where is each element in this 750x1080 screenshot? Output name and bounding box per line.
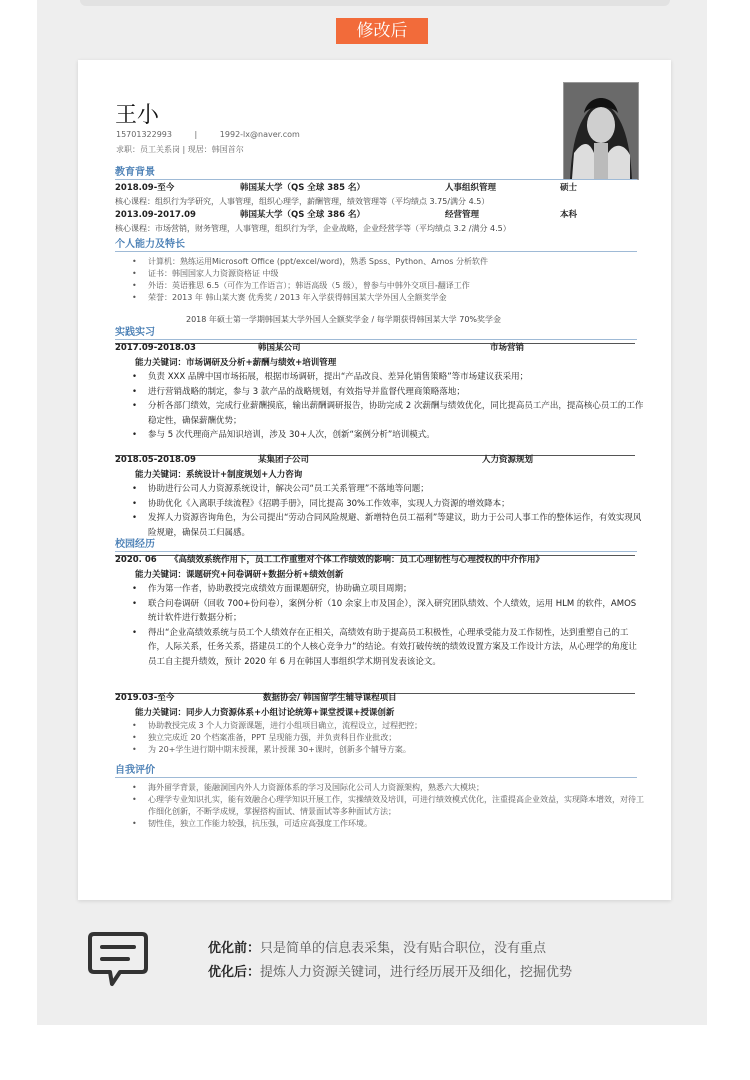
list-item: • 海外留学背景，能融洞国内外人力资源体系的学习及国际化公司人力资源架构，熟悉六大模块；	[130, 782, 645, 794]
after-note	[208, 961, 572, 980]
campus-row: 2020. 06 《高绩效系统作用下，员工工作重塑对个体工作绩效的影响：员工心理韧性与心理授权的中介作用》	[115, 555, 635, 556]
self-eval-list	[130, 782, 645, 830]
education-courses: 核心课程：市场营销，财务管理，人事管理，组织行为学，企业战略，企业经营学等（平均绩点 3.2 /满分 4.5）	[115, 224, 511, 233]
campus-bullets	[130, 582, 645, 669]
section-self-eval: 自我评价	[115, 764, 637, 778]
resume-page: 王小 15701322993 | 1992-lx@naver.com 求职：员工关系岗 | 现居：韩国首尔 教育背景 2018.09-至今 韩国某大学（QS 全球 385 名） 人事组织管理 硕士 核心课程：组织行为学研究，人事管理，组织心理学，薪酬管理，绩效管理等（平均绩点 3.75/满分 4.5） 2013.09-2017.09 韩国某大学（QS 全球 386 名） 经营管理 本科 核心课程：市场营销，财务管理，人事管理，组织行为学，企业战略，企业经营学等（平均绩点 3.2 /满分 4.5） 个人能力及特长 • 计算机：熟练运用Microsoft Office (ppt/excel/word)，熟悉 Spss、Python、Amos 分析软件 • 证书：韩国国家人力资源资格证 中级 • 外语：英语雅思 6.5（可作为工作语言）；韩语高级（5 级），曾参与中韩外交项目-翻译工作 • 荣誉：2013 年 韩山某大赛 优秀奖 / 2013 年入学获得韩国某大学外国人全额奖学金 2018 年硕士第一学期韩国某大学外国人全额奖学金 / 每学期获得韩国某大学 70%奖学金 实践实习 2017.09-2018.03 韩国某公司 市场营销 能力关键词：市场调研及分析+薪酬与绩效+培训管理 • 负责 XXX 品牌中国市场拓展，根据市场调研，提出“产品改良、差异化销售策略”等市场建议获采用； • 进行营销战略的制定，参与 3 款产品的战略规划，有效指导并监督代理商策略落地； • 分析各部门绩效，完成行业薪酬摸底，输出薪酬调研报告，协助完成 2 次薪酬与绩效优化，同比提高员工产出，提高核心员工的工作稳定性，确保薪酬优势； • 参与 5 次代理商产品知识培训，涉及 30+人次，创新“案例分析”培训模式。 2018.05-2018.09 某集团子公司 人力资源规划 能力关键词：系统设计+制度规划+人力咨询 • 协助进行公司人力资源系统设计，解决公司“员工关系管理”不落地等问题； • 协助优化《入离职手续流程》《招聘手册》，同比提高 30%工作效率，实现人力资源的增效降本； • 发挥人力资源咨询角色，为公司提出“劳动合同风险规避、新增特色员工福利”等建议，助力于公司人事工作的整体运作，有效实现风险规避，确保员工归属感。 校园经历 2020. 06 《高绩效系统作用下，员工工作重塑对个体工作绩效的影响：员工心理韧性与心理授权的中介作用》 能力关键词：课题研究+问卷调研+数据分析+绩效创新 • 作为第一作者，协助教授完成绩效方面课题研究，协助确立项目周期； • 联合问卷调研（回收 700+份问卷），案例分析（10 余家上市及国企），深入研究团队绩效、个人绩效，运用 HLM 的软件，AMOS 统计软件进行数据分析； • 得出“企业高绩效系统与员工个人绩效存在正相关，高绩效有助于提高员工积极性，心理承受能力及工作韧性，达到重塑自己的工作，人际关系，任务关系，搭建员工的个人核心竞争力”的结论。有效打破传统的绩效设置方案及工作设计方法，从心理学的角度让员工自主提升绩效，预计 2020 年 6 月在韩国人事组织学术期刊发表该论文。 2019.03-至今 数据协会/ 韩国留学生辅导课程项目 能力关键词：同步人力资源体系+小组讨论统筹+课堂授课+授课创新 • 协助教授完成 3 个人力资源课题，进行小组项目确立，流程设立，过程把控； • 独立完成近 20 个档案准备，PPT 呈现能力强，并负责科目作业批改； • 为 20+学生进行期中期末授课，累计授课 30+课时，创新多个辅导方案。 自我评价 • 海外留学背景，能融洞国内外人力资源体系的学习及国际化公司人力资源架构，熟悉六大模块； • 心理学专业知识扎实，能有效融合心理学知识开展工作，实操绩效及培训，可进行绩效模式优化，注重提高企业效益，实现降本增效，对待工作细化创新，不断学成规，掌握搭构面试、情景面试等多种面试方法； • 韧性佳，独立工作能力较强，抗压强，可适应高强度工作环境。	[78, 60, 671, 900]
before-text: 只是简单的信息表采集，没有贴合职位，没有重点	[260, 941, 547, 956]
list-item: • 心理学专业知识扎实，能有效融合心理学知识开展工作，实操绩效及培训，可进行绩效模式优化，注重提高企业效益，实现降本增效，对待工作细化创新，不断学成规，掌握搭构面试、情景面试等多种面试方法；	[130, 794, 645, 818]
section-education: 教育背景	[115, 166, 637, 180]
list-item: • 协助教授完成 3 个人力资源课题，进行小组项目确立，流程设立，过程把控；	[130, 720, 645, 732]
internship-bullets	[130, 482, 645, 540]
list-item: • 证书：韩国国家人力资源资格证 中级	[130, 268, 645, 280]
list-item: • 为 20+学生进行期中期末授课，累计授课 30+课时，创新多个辅导方案。	[130, 744, 645, 756]
campus-row: 2019.03-至今 数据协会/ 韩国留学生辅导课程项目	[115, 693, 635, 694]
contact-separator: |	[194, 130, 198, 139]
after-revision-tag: 修改后	[336, 18, 428, 44]
skills-continuation: 2018 年硕士第一学期韩国某大学外国人全额奖学金 / 每学期获得韩国某大学 70%奖学金	[186, 315, 502, 324]
list-item: • 负责 XXX 品牌中国市场拓展，根据市场调研，提出“产品改良、差异化销售策略”等市场建议获采用；	[130, 370, 645, 385]
list-item: • 参与 5 次代理商产品知识培训，涉及 30+人次，创新“案例分析”培训模式。	[130, 428, 645, 443]
list-item: • 进行营销战略的制定，参与 3 款产品的战略规划，有效指导并监督代理商策略落地；	[130, 385, 645, 400]
list-item: • 得出“企业高绩效系统与员工个人绩效存在正相关，高绩效有助于提高员工积极性，心理承受能力及工作韧性，达到重塑自己的工作，人际关系，任务关系，搭建员工的个人核心竞争力”的结论。有效打破传统的绩效设置方案及工作设计方法，从心理学的角度让员工自主提升绩效，预计 2020 年 6 月在韩国人事组织学术期刊发表该论文。	[130, 626, 645, 670]
campus-bullets	[130, 720, 645, 756]
contact-line	[116, 130, 300, 139]
internship-keywords: 能力关键词：系统设计+制度规划+人力咨询	[135, 470, 303, 480]
internship-row: 2017.09-2018.03 韩国某公司 市场营销	[115, 343, 635, 344]
message-bubble-icon	[88, 930, 148, 990]
phone: 15701322993	[116, 130, 172, 139]
list-item: • 外语：英语雅思 6.5（可作为工作语言）；韩语高级（5 级），曾参与中韩外交项目-翻译工作	[130, 280, 645, 292]
section-internship: 实践实习	[115, 326, 637, 340]
skills-list	[130, 256, 645, 304]
list-item: • 发挥人力资源咨询角色，为公司提出“劳动合同风险规避、新增特色员工福利”等建议，助力于公司人事工作的整体运作，有效实现风险规避，确保员工归属感。	[130, 511, 645, 540]
email: 1992-lx@naver.com	[219, 130, 300, 139]
campus-keywords: 能力关键词：课题研究+问卷调研+数据分析+绩效创新	[135, 570, 344, 580]
internship-row: 2018.05-2018.09 某集团子公司 人力资源规划	[115, 455, 635, 456]
resume-name: 王小	[115, 103, 160, 128]
before-label: 优化前：	[208, 941, 261, 956]
after-label: 优化后：	[208, 965, 261, 980]
list-item: • 计算机：熟练运用Microsoft Office (ppt/excel/word)，熟悉 Spss、Python、Amos 分析软件	[130, 256, 645, 268]
list-item: • 联合问卷调研（回收 700+份问卷），案例分析（10 余家上市及国企），深入研究团队绩效、个人绩效，运用 HLM 的软件，AMOS 统计软件进行数据分析；	[130, 597, 645, 626]
before-note	[208, 937, 546, 956]
list-item: • 独立完成近 20 个档案准备，PPT 呈现能力强，并负责科目作业批改；	[130, 732, 645, 744]
after-text: 提炼人力资源关键词，进行经历展开及细化，挖掘优势	[260, 965, 573, 980]
section-skills: 个人能力及特长	[115, 238, 637, 252]
list-item: • 荣誉：2013 年 韩山某大赛 优秀奖 / 2013 年入学获得韩国某大学外国人全额奖学金	[130, 292, 645, 304]
top-card-edge	[80, 0, 670, 6]
job-intent: 求职：员工关系岗 | 现居：韩国首尔	[116, 145, 244, 154]
list-item: • 协助进行公司人力资源系统设计，解决公司“员工关系管理”不落地等问题；	[130, 482, 645, 497]
list-item: • 协助优化《入离职手续流程》《招聘手册》，同比提高 30%工作效率，实现人力资源的增效降本；	[130, 497, 645, 512]
internship-keywords: 能力关键词：市场调研及分析+薪酬与绩效+培训管理	[135, 358, 337, 368]
section-campus: 校园经历	[115, 538, 637, 552]
education-courses: 核心课程：组织行为学研究，人事管理，组织心理学，薪酬管理，绩效管理等（平均绩点 3.75/满分 4.5）	[115, 197, 490, 206]
list-item: • 韧性佳，独立工作能力较强，抗压强，可适应高强度工作环境。	[130, 818, 645, 830]
list-item: • 作为第一作者，协助教授完成绩效方面课题研究，协助确立项目周期；	[130, 582, 645, 597]
list-item: • 分析各部门绩效，完成行业薪酬摸底，输出薪酬调研报告，协助完成 2 次薪酬与绩效优化，同比提高员工产出，提高核心员工的工作稳定性，确保薪酬优势；	[130, 399, 645, 428]
campus-keywords: 能力关键词：同步人力资源体系+小组讨论统筹+课堂授课+授课创新	[135, 708, 395, 718]
internship-bullets	[130, 370, 645, 443]
